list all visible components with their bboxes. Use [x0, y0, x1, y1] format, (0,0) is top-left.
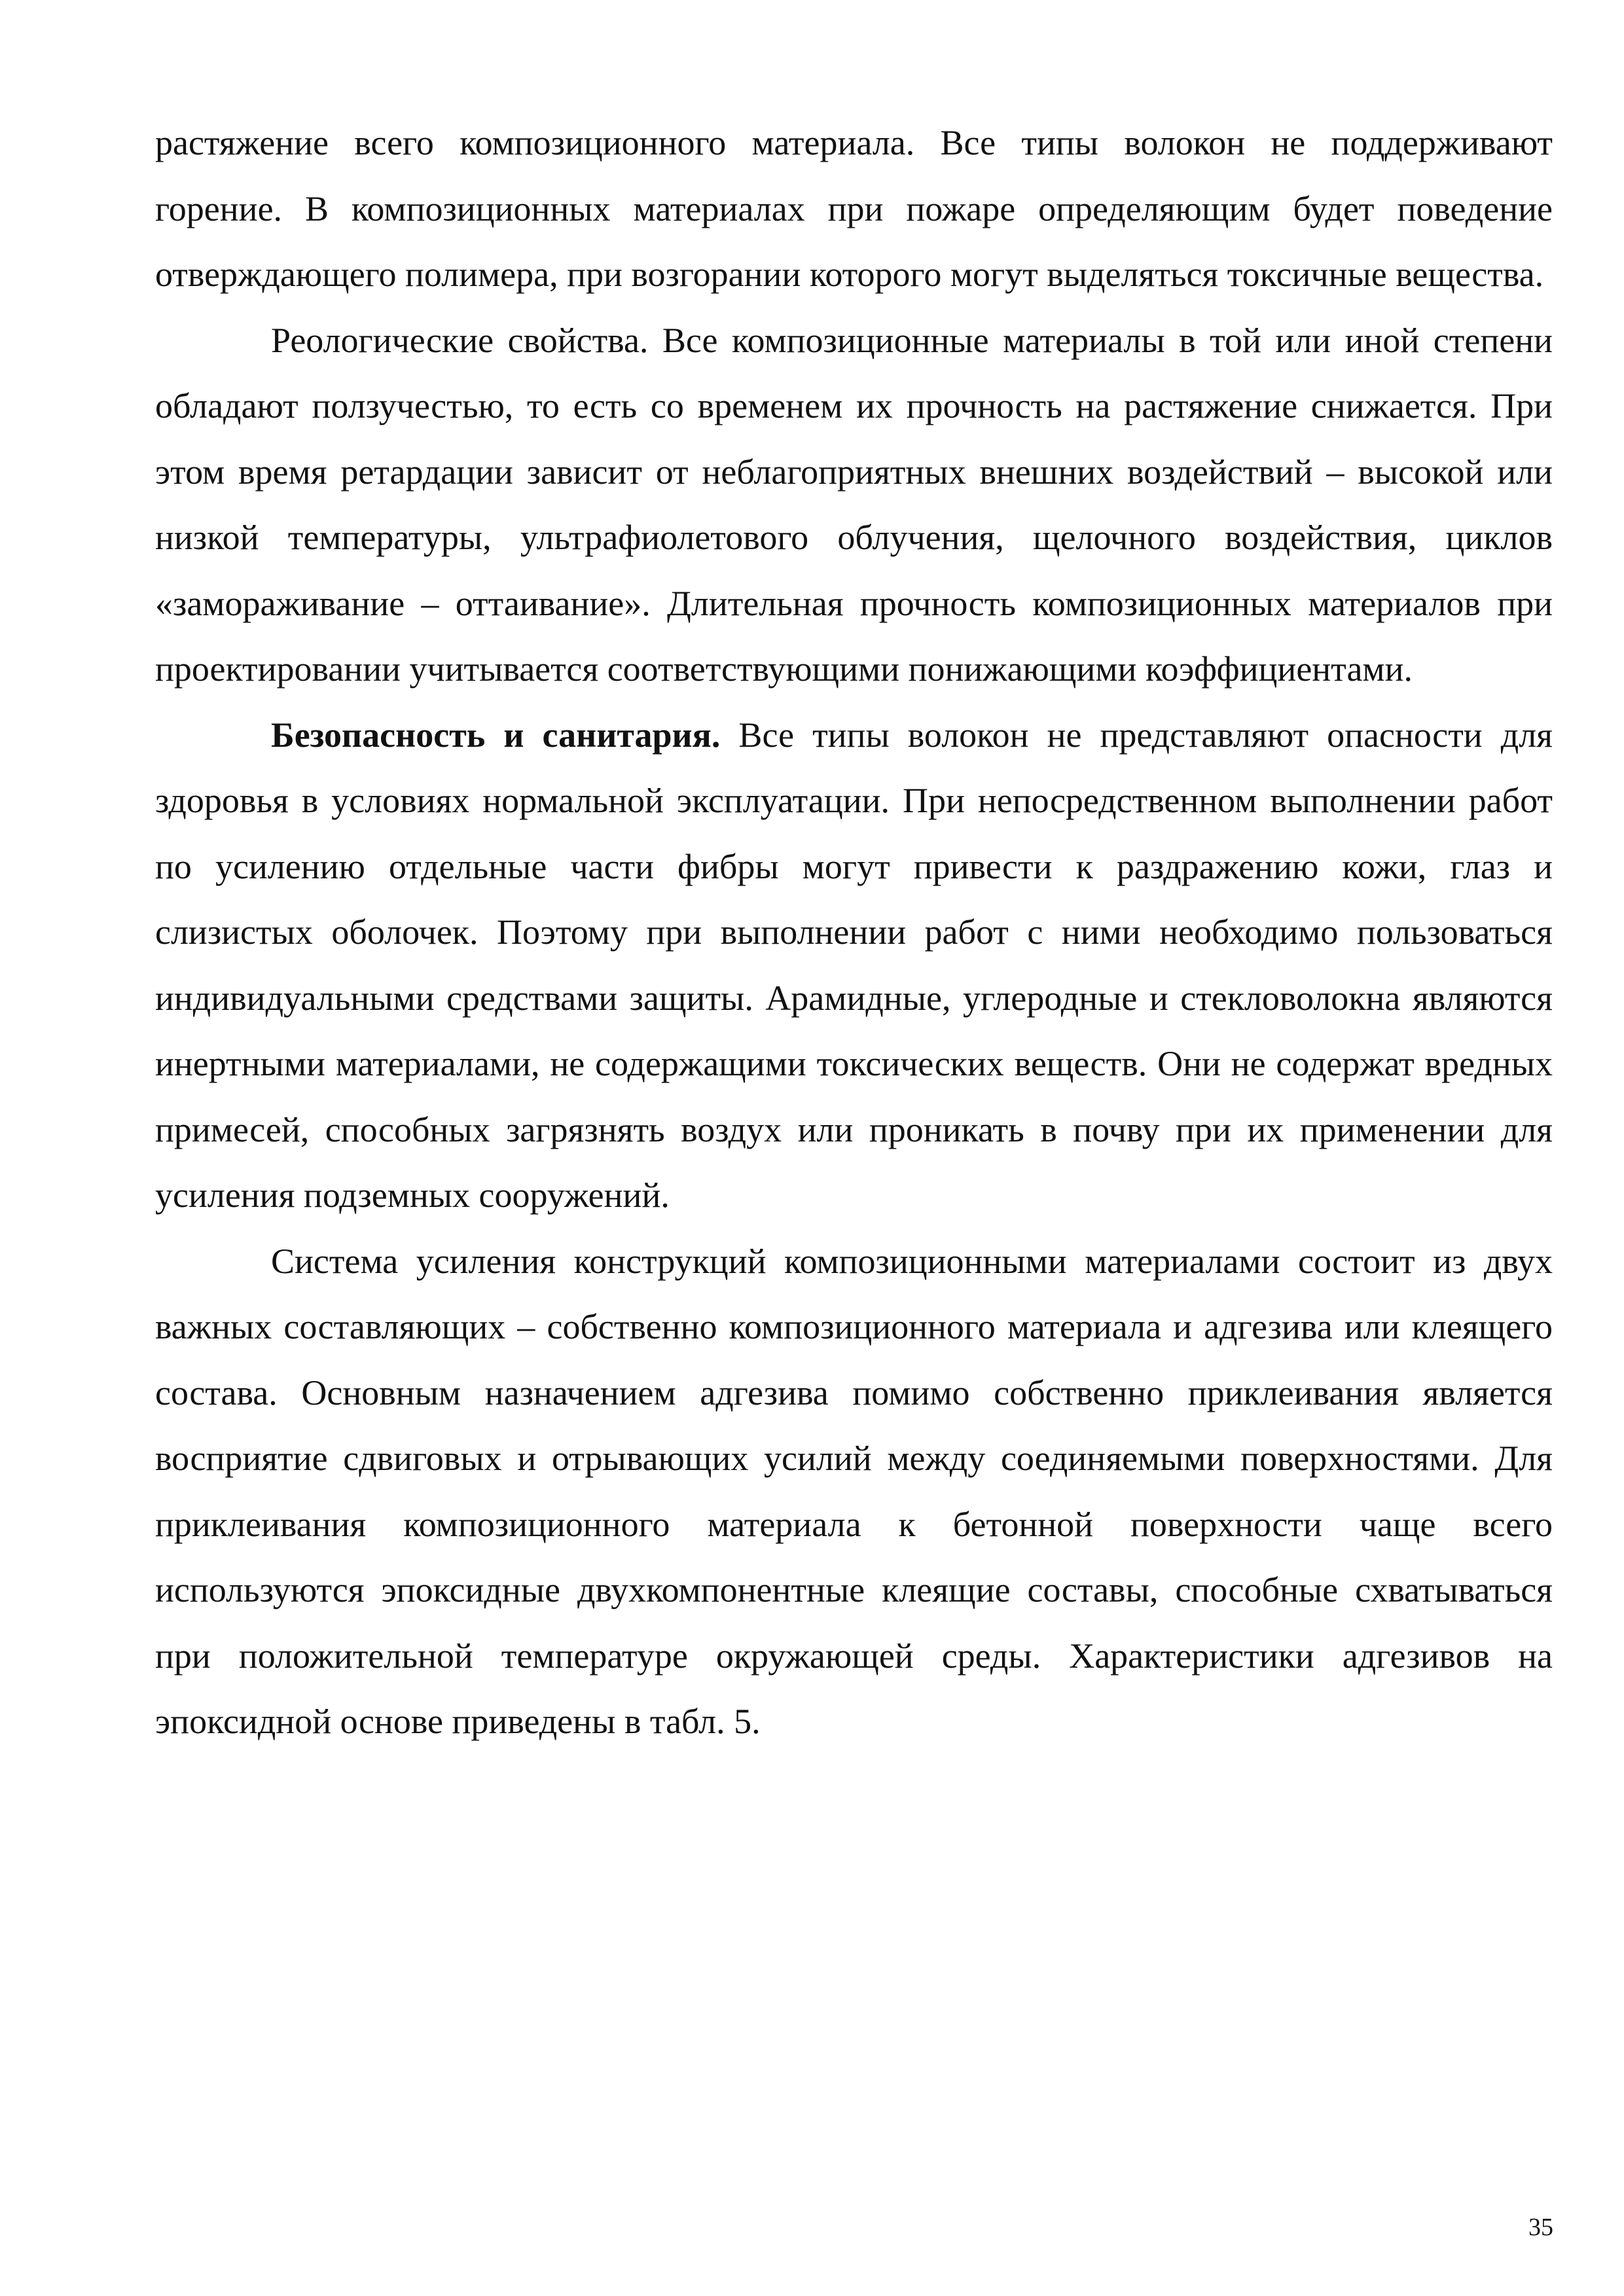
document-page: [155, 110, 1553, 1755]
paragraph-flammability: растяжение всего композиционного материала. Все типы волокон не поддерживают горение. В композиционных материалах при пожаре определяющим будет поведение отверждающего полимера, при возгорании которого могут выделяться токсичные вещества.: [155, 123, 1553, 294]
paragraph-rheology: Реологические свойства. Все композиционные материалы в той или иной степени обладают ползучестью, то есть со временем их прочность на растяжение снижается. При этом время ретардации зависит от неблагоприятных внешних воздействий – высокой или низкой температуры, ультрафиолетового облучения, щелочного воздействия, циклов «замораживание – оттаивание». Длительная прочность композиционных материалов при проектировании учитывается соответствующими понижающими коэффициентами.: [155, 320, 1553, 689]
safety-text: Все типы волокон не представляют опасности для здоровья в условиях нормальной эксплуатации. При непосредственном выполнении работ по усилению отдельные части фибры могут привести к раздражению кожи, глаз и слизистых оболочек. Поэтому при выполнении работ с ними необходимо пользоваться индивидуальными средствами защиты. Арамидные, углеродные и стекловолокна являются инертными материалами, не содержащими токсических веществ. Они не содержат вредных примесей, способных загрязнять воздух или проникать в почву при их применении для усиления подземных сооружений.: [155, 715, 1553, 1215]
paragraph-adhesive-system: Система усиления конструкций композиционными материалами состоит из двух важных составляющих – собственно композиционного материала и адгезива или клеящего состава. Основным назначением адгезива помимо собственно приклеивания является восприятие сдвиговых и отрывающих усилий между соединяемыми поверхностями. Для приклеивания композиционного материала к бетонной поверхности чаще всего используются эпоксидные двухкомпонентные клеящие составы, способные схватываться при положительной температуре окружающей среды. Характеристики адгезивов на эпоксидной основе приведены в табл. 5.: [155, 1241, 1553, 1741]
paragraph-safety: [155, 702, 1553, 1229]
safety-heading: Безопасность и санитария.: [271, 715, 721, 755]
page-number: 35: [1528, 2214, 1553, 2241]
